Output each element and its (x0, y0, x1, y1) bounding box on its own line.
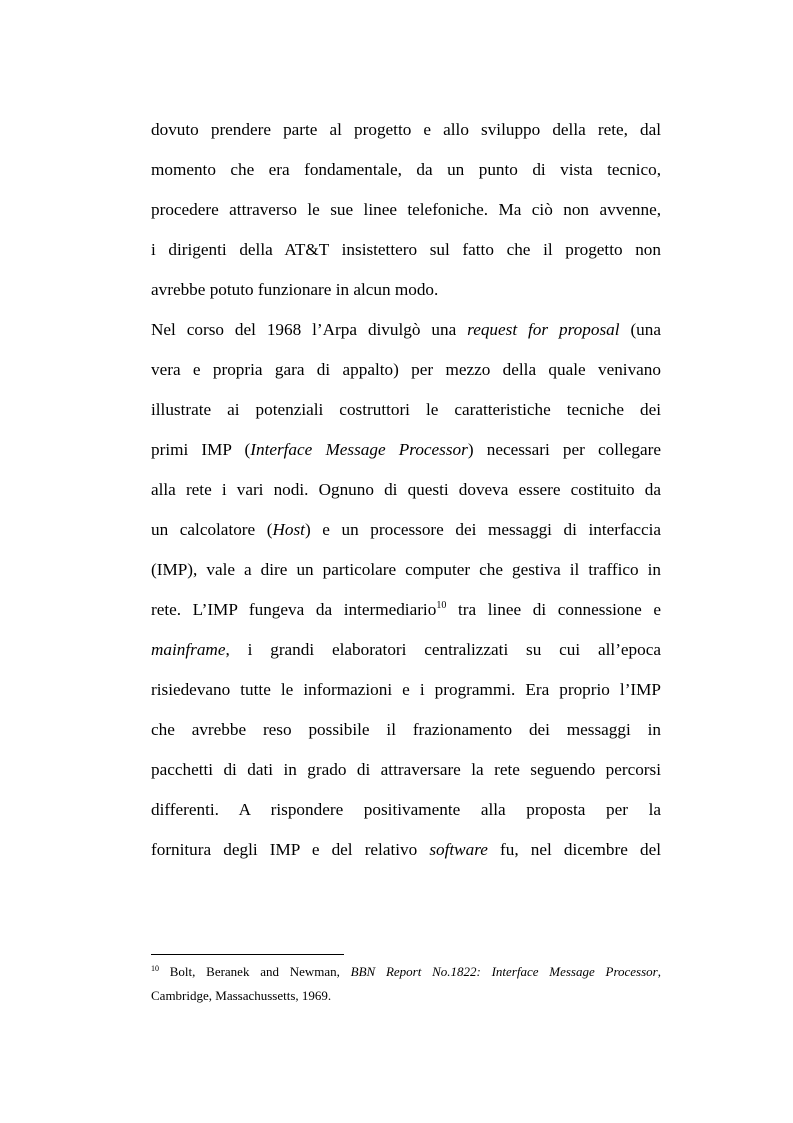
text-line: procedere attraverso le sue linee telefoniche. Ma ciò non avvenne, (151, 200, 661, 219)
text-segment: primi IMP ( (151, 440, 251, 459)
text-line (151, 830, 661, 870)
text-line: alla rete i vari nodi. Ognuno di questi doveva essere costituito da (151, 480, 661, 499)
italic-text: request for proposal (467, 320, 620, 339)
text-line: dovuto prendere parte al progetto e allo sviluppo della rete, dal (151, 120, 661, 139)
text-line (151, 510, 661, 550)
text-line: pacchetti di dati in grado di attraversare la rete seguendo percorsi (151, 760, 661, 779)
footnote-reference[interactable]: 10 (436, 600, 447, 611)
text-line: che avrebbe reso possibile il frazionamento dei messaggi in (151, 720, 661, 739)
paragraph-2 (151, 310, 661, 870)
footnote (151, 960, 661, 1008)
text-line (151, 630, 661, 670)
text-segment: (una (619, 320, 661, 339)
italic-text: software (429, 840, 488, 859)
text-line: illustrate ai potenziali costruttori le caratteristiche tecniche dei (151, 400, 661, 419)
text-line: differenti. A rispondere positivamente alla proposta per la (151, 800, 661, 819)
text-line: momento che era fondamentale, da un punto di vista tecnico, (151, 160, 661, 179)
text-segment: fu, nel dicembre del (487, 840, 661, 859)
italic-text: Host (272, 520, 305, 539)
text-segment: Bolt, Beranek and Newman, (159, 964, 351, 979)
italic-text: mainframe (151, 640, 226, 659)
text-line: avrebbe potuto funzionare in alcun modo. (151, 280, 439, 299)
footnote-number: 10 (151, 964, 159, 973)
text-line (151, 430, 661, 470)
text-segment: ) necessari per collegare (467, 440, 661, 459)
footnote-line (151, 960, 661, 984)
main-text (151, 110, 661, 870)
footnote-divider (151, 954, 344, 955)
text-line: i dirigenti della AT&T insistettero sul fatto che il progetto non (151, 240, 661, 259)
text-line (151, 590, 661, 630)
text-line: (IMP), vale a dire un particolare computer che gestiva il traffico in (151, 560, 661, 579)
text-segment: ) e un processore dei messaggi di interfaccia (304, 520, 661, 539)
text-segment: Nel corso del 1968 l’Arpa divulgò una (151, 320, 468, 339)
italic-text: Interface Message Processor (250, 440, 468, 459)
text-line: vera e propria gara di appalto) per mezzo della quale venivano (151, 360, 661, 379)
text-segment: un calcolatore ( (151, 520, 273, 539)
text-segment: fornitura degli IMP e del relativo (151, 840, 430, 859)
text-line: risiedevano tutte le informazioni e i programmi. Era proprio l’IMP (151, 680, 661, 699)
paragraph-1 (151, 110, 661, 310)
text-segment: tra linee di connessione e (446, 600, 661, 619)
footnote-line: Cambridge, Massachussetts, 1969. (151, 988, 332, 1003)
text-line (151, 310, 661, 350)
text-segment: , (657, 964, 661, 979)
text-segment: , i grandi elaboratori centralizzati su cui all’epoca (225, 640, 661, 659)
text-segment: rete. L’IMP fungeva da intermediario (151, 600, 437, 619)
italic-text: BBN Report No.1822: Interface Message Processor (350, 964, 658, 979)
